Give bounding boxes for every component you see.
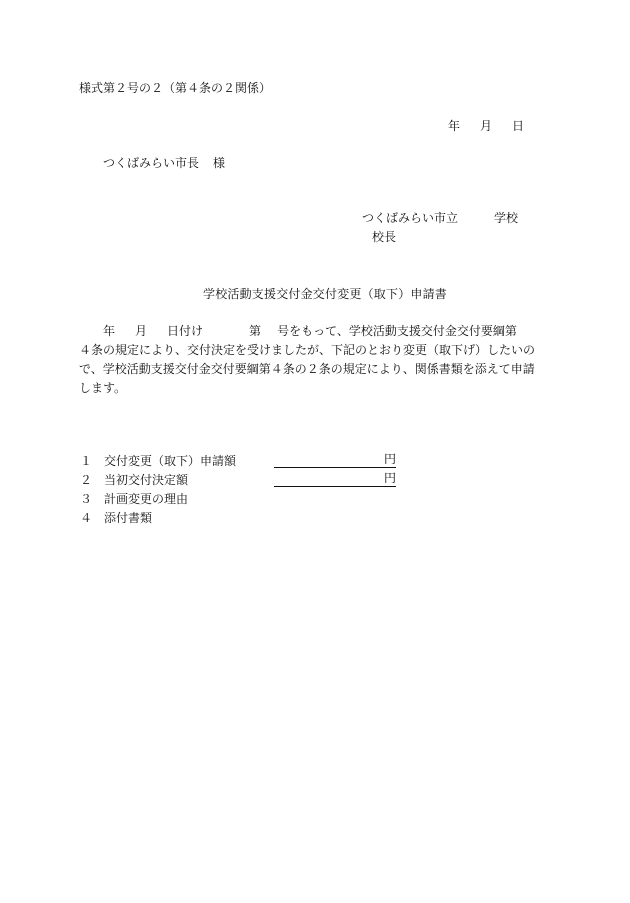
addressee (103, 156, 225, 170)
list-item (80, 471, 420, 490)
body-line-4: します。 (79, 381, 127, 395)
body-line-1 (79, 322, 549, 341)
body-line-1-rest: 号をもって、学校活動支援交付金交付要綱第 (277, 324, 517, 338)
body-paragraph (79, 322, 549, 398)
body-month: 月 (135, 324, 148, 338)
list-item (80, 509, 420, 528)
item-list (80, 452, 420, 528)
addressee-name: つくばみらい市長 (103, 156, 200, 170)
body-dated: 日付け (167, 324, 204, 338)
date-year: 年 (448, 119, 461, 133)
date-month: 月 (480, 119, 493, 133)
item-label: 計画変更の理由 (104, 492, 189, 506)
list-item (80, 490, 420, 509)
body-line-2: ４条の規定により、交付決定を受けましたが、下記のとおり変更（取下げ）したいの (79, 343, 536, 357)
amount-field: 円 (274, 452, 396, 468)
item-label: 交付変更（取下）申請額 (104, 454, 237, 468)
date-day: 日 (512, 119, 525, 133)
item-number: ３ (80, 492, 93, 506)
item-number: ４ (80, 511, 93, 525)
amount-field: 円 (274, 471, 396, 487)
list-item (80, 452, 420, 471)
item-label: 当初交付決定額 (104, 473, 189, 487)
applicant-school-name: つくばみらい市立 (362, 211, 459, 225)
body-dai: 第 (249, 324, 262, 338)
document-title: 学校活動支援交付金交付変更（取下）申請書 (203, 287, 448, 301)
applicant-school (362, 211, 518, 225)
item-label: 添付書類 (104, 511, 153, 525)
addressee-honorific: 様 (213, 156, 226, 170)
body-line-3: で、学校活動支援交付金交付要綱第４条の２条の規定により、関係書類を添えて申請 (79, 362, 535, 376)
item-number: １ (80, 454, 93, 468)
item-number: ２ (80, 473, 93, 487)
body-year: 年 (103, 324, 116, 338)
applicant-title: 校長 (372, 230, 397, 244)
date-line (448, 119, 524, 133)
applicant-school-suffix: 学校 (494, 211, 519, 225)
form-number: 様式第２号の２（第４条の２関係） (79, 81, 272, 95)
